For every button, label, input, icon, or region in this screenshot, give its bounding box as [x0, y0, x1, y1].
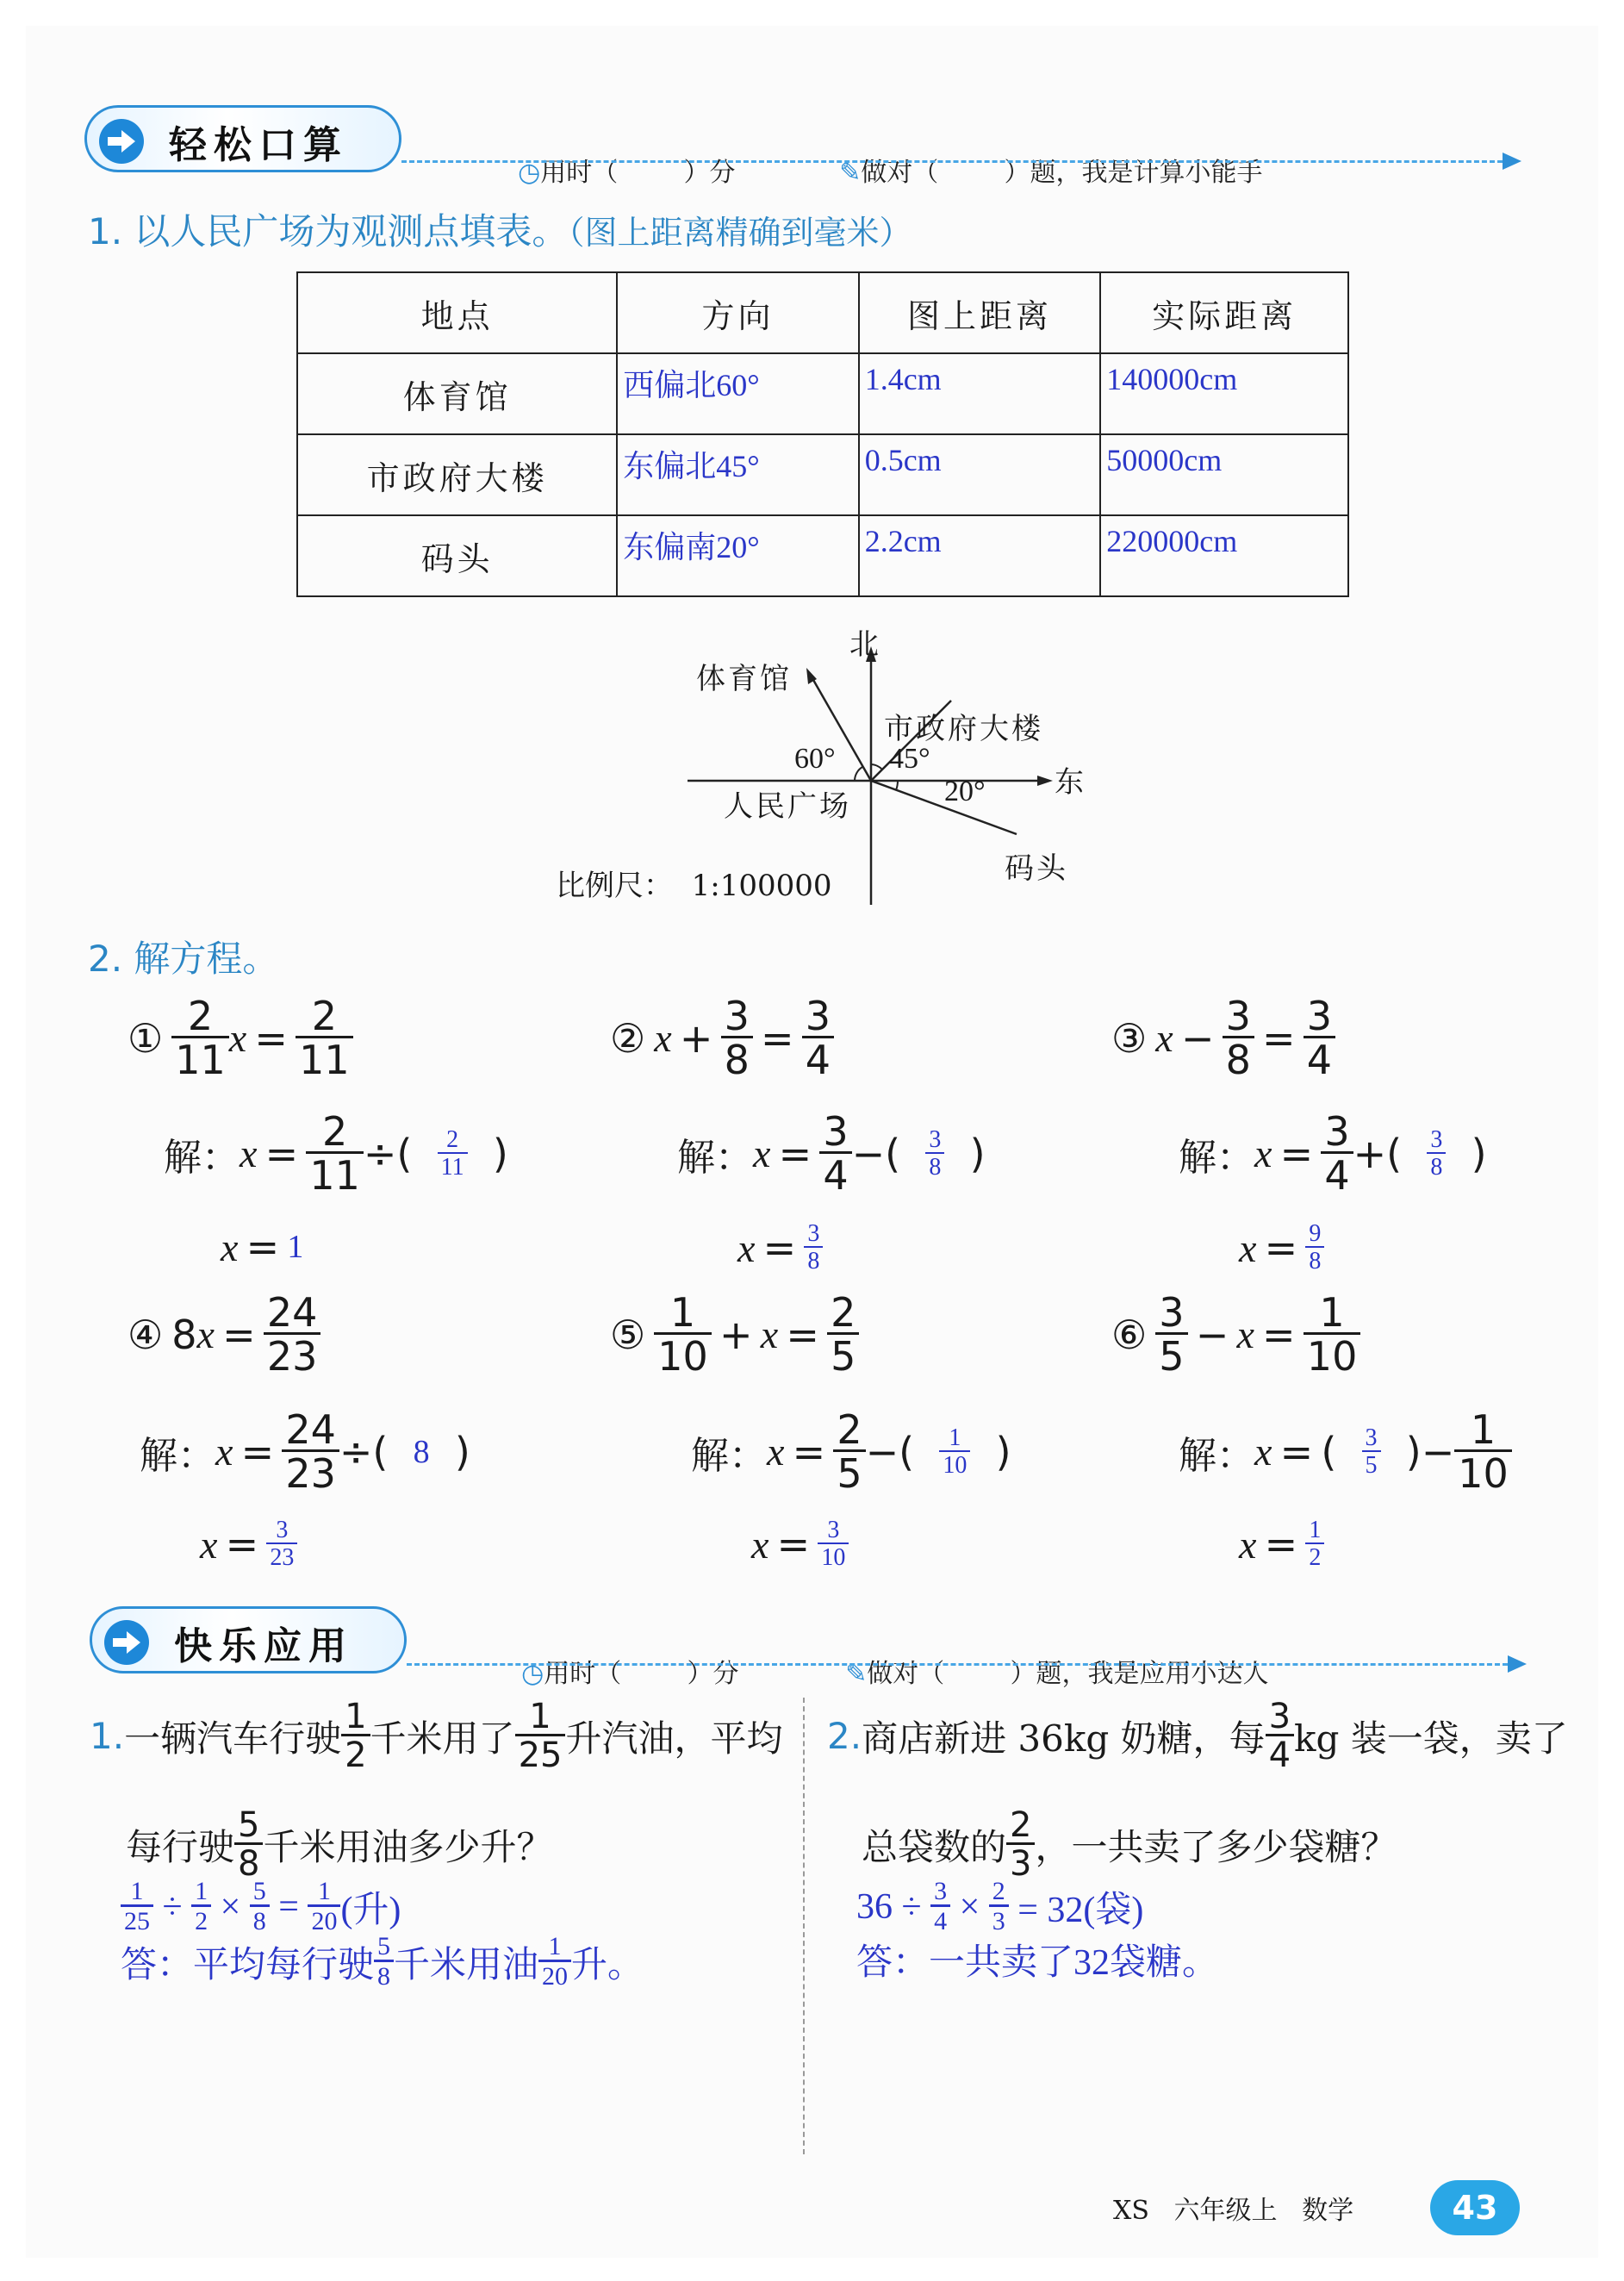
result-2: x = $\frac{3}{8}$ — [737, 1222, 823, 1274]
equation-2: ② x + $\frac{3}{8}$ = $\frac{3}{4}$ — [610, 996, 834, 1080]
header-dash-line — [407, 1663, 1508, 1666]
correct-label: ✎做对（ ）题，我是计算小能手 — [839, 158, 1263, 188]
thumbs-up-icon: ✎ — [839, 158, 862, 188]
scale-label: 比例尺： 1:100000 — [556, 869, 832, 903]
header-arrow-tip — [1508, 1655, 1527, 1673]
arrow-right-icon — [104, 1620, 149, 1665]
stopwatch-icon: ◷ — [518, 158, 541, 188]
table-header-row — [297, 272, 1348, 353]
app1-answer: 答：平均每行驶 $\frac{5}{8}$ 千米用油 $\frac{1}{20}$ 升。 — [121, 1932, 644, 1991]
result-1: x = 1 — [221, 1224, 304, 1270]
arrow-right-icon — [99, 119, 144, 164]
angle-gym-label: 60° — [794, 743, 836, 775]
place-cell: 市政府大楼 — [297, 434, 617, 515]
solution-2: 解： x = $\frac{3}{4}$ −( $\frac{3}{8}$ ) — [677, 1108, 986, 1199]
direction-cell: 东偏北45° — [617, 434, 858, 515]
actual-distance-cell: 50000cm — [1100, 434, 1348, 515]
app2-calc: 36 ÷ $\frac{3}{4}$ × $\frac{2}{3}$ = 32(袋) — [856, 1877, 1144, 1935]
north-label: 北 — [849, 627, 879, 662]
app2-line2: 总袋数的 $\frac{2}{3}$ ，一共卖了多少袋糖？ — [862, 1805, 1397, 1884]
angle-pier-label: 20° — [944, 776, 986, 807]
app1-calc: $\frac{1}{25}$ ÷ $\frac{1}{2}$ × $\frac{5}{8}$ = $\frac{1}{20}$ (升) — [121, 1879, 401, 1935]
place-cell: 码头 — [297, 515, 617, 596]
app2-line1: 2. 商店新进 36kg 奶糖，每 $\frac{3}{4}$ kg 装一袋，卖了 — [827, 1697, 1568, 1775]
footer-series: XS 六年级上 数学 — [1113, 2196, 1354, 2226]
center-label: 人民广场 — [724, 789, 851, 824]
solution-4: 解： x = $\frac{24}{23}$ ÷( 8 ) — [140, 1406, 470, 1497]
east-label: 东 — [1055, 765, 1084, 800]
equation-1: ① $\frac{2}{11}$ x = $\frac{2}{11}$ — [128, 996, 353, 1080]
column-divider — [803, 1698, 805, 2154]
table-row — [297, 353, 1348, 434]
actual-distance-cell: 140000cm — [1100, 353, 1348, 434]
equation-6: ⑥ $\frac{3}{5}$ − x = $\frac{1}{10}$ — [1111, 1293, 1360, 1376]
q1-prompt: 1. 以人民广场为观测点填表。（图上距离精确到毫米） — [88, 210, 912, 252]
equation-4: ④ 8 x = $\frac{24}{23}$ — [128, 1293, 320, 1376]
time-label: ◷用时（ ）分 — [521, 1659, 739, 1689]
stopwatch-icon: ◷ — [521, 1659, 544, 1689]
actual-distance-cell: 220000cm — [1100, 515, 1348, 596]
table-row — [297, 515, 1348, 596]
section-title: 快乐应用 — [174, 1624, 353, 1668]
solution-1: 解： x = $\frac{2}{11}$ ÷( $\frac{2}{11}$ ) — [164, 1108, 508, 1199]
solution-5: 解： x = $\frac{2}{5}$ −( $\frac{1}{10}$ ) — [691, 1406, 1011, 1497]
gym-label: 体育馆 — [696, 662, 792, 696]
table-header: 方向 — [617, 272, 858, 353]
q2-prompt: 2. 解方程。 — [88, 938, 279, 980]
result-6: x = $\frac{1}{2}$ — [1239, 1518, 1324, 1570]
table-header: 图上距离 — [859, 272, 1101, 353]
result-3: x = $\frac{9}{8}$ — [1239, 1222, 1324, 1274]
result-5: x = $\frac{3}{10}$ — [751, 1518, 849, 1570]
angle-gov-label: 45° — [889, 743, 930, 775]
header-dash-line — [401, 160, 1503, 163]
map-distance-cell: 2.2cm — [859, 515, 1101, 596]
page-number: 43 — [1430, 2180, 1520, 2235]
result-4: x = $\frac{3}{23}$ — [200, 1518, 297, 1570]
table-header: 实际距离 — [1100, 272, 1348, 353]
header-arrow-tip — [1503, 153, 1521, 170]
app2-answer: 答：一共卖了32袋糖。 — [856, 1943, 1219, 1983]
thumbs-up-icon: ✎ — [845, 1659, 868, 1689]
section-title: 轻松口算 — [169, 123, 348, 167]
app1-line2: 每行驶 $\frac{5}{8}$ 千米用油多少升？ — [126, 1805, 553, 1884]
direction-table — [296, 271, 1349, 597]
gov-label: 市政府大楼 — [884, 712, 1043, 746]
app1-line1: 1. 一辆汽车行驶 $\frac{1}{2}$ 千米用了 $\frac{1}{25}$ 升汽油，平均 — [90, 1697, 783, 1775]
map-distance-cell: 0.5cm — [859, 434, 1101, 515]
equation-3: ③ x − $\frac{3}{8}$ = $\frac{3}{4}$ — [1111, 996, 1335, 1080]
direction-cell: 东偏南20° — [617, 515, 858, 596]
equation-5: ⑤ $\frac{1}{10}$ + x = $\frac{2}{5}$ — [610, 1293, 859, 1376]
table-row — [297, 434, 1348, 515]
solution-3: 解： x = $\frac{3}{4}$ +( $\frac{3}{8}$ ) — [1179, 1108, 1487, 1199]
table-header: 地点 — [297, 272, 617, 353]
correct-label: ✎做对（ ）题，我是应用小达人 — [845, 1659, 1269, 1689]
solution-6: 解： x = ( $\frac{3}{5}$ )− $\frac{1}{10}$ — [1179, 1410, 1512, 1493]
map-distance-cell: 1.4cm — [859, 353, 1101, 434]
place-cell: 体育馆 — [297, 353, 617, 434]
pier-label: 码头 — [1005, 851, 1068, 886]
direction-cell: 西偏北60° — [617, 353, 858, 434]
time-label: ◷用时（ ）分 — [518, 158, 736, 188]
